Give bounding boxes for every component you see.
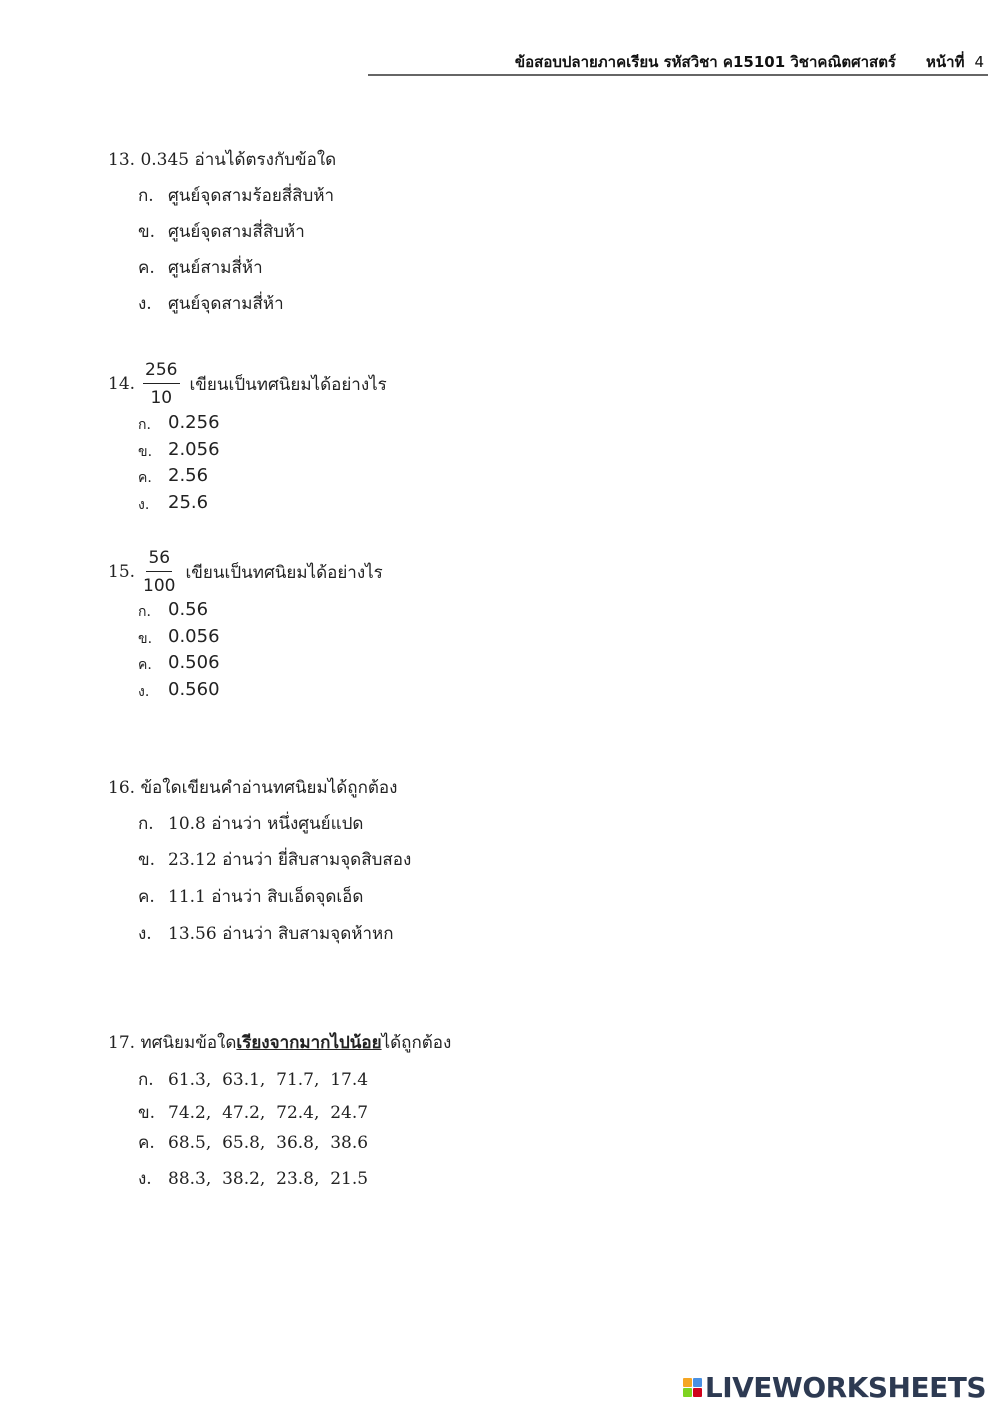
question-14-option-b[interactable]: [138, 441, 220, 459]
option-text: ศูนย์สามสี่ห้า: [168, 258, 263, 278]
question-text: เขียนเป็นทศนิยมได้อย่างไร: [185, 562, 383, 583]
option-label: ก.: [138, 814, 154, 834]
option-text: 0.506: [168, 652, 220, 673]
fraction-denominator: 100: [143, 576, 176, 596]
option-label: ง.: [138, 497, 150, 513]
question-15-option-b[interactable]: [138, 628, 220, 646]
logo-square-4: [693, 1388, 702, 1397]
option-label: ค.: [138, 470, 152, 486]
question-15: [108, 548, 383, 596]
option-label: ง.: [138, 1169, 152, 1189]
option-label: ง.: [138, 924, 152, 944]
question-emphasis: เรียงจากมากไปน้อย: [236, 1033, 382, 1053]
page-label: หน้าที่: [926, 53, 965, 71]
question-15-option-d[interactable]: [138, 681, 220, 699]
option-text: ศูนย์จุดสามสี่สิบห้า: [168, 222, 305, 242]
option-text: 74.2, 47.2, 72.4, 24.7: [168, 1103, 369, 1123]
question-17-option-b[interactable]: [138, 1105, 368, 1122]
question-number: 14.: [108, 374, 136, 394]
exam-title: ข้อสอบปลายภาคเรียน รหัสวิชา ค15101 วิชาคณิตศาสตร์: [514, 53, 896, 71]
option-label: ง.: [138, 684, 150, 700]
question-14-option-a[interactable]: [138, 414, 220, 432]
logo-mark-icon: [683, 1378, 702, 1397]
option-text: 88.3, 38.2, 23.8, 21.5: [168, 1169, 369, 1189]
question-17-option-a[interactable]: [138, 1072, 368, 1089]
fraction: [143, 360, 179, 408]
option-label: ก.: [138, 417, 151, 433]
option-text: 61.3, 63.1, 71.7, 17.4: [168, 1070, 369, 1090]
option-text: ศูนย์จุดสามร้อยสี่สิบห้า: [168, 186, 335, 206]
logo-square-1: [683, 1378, 692, 1387]
option-label: ก.: [138, 1070, 154, 1090]
option-label: ข.: [138, 1103, 156, 1123]
question-13-option-b[interactable]: [138, 224, 305, 241]
question-text-after: ได้ถูกต้อง: [381, 1033, 452, 1053]
option-label: ค.: [138, 1133, 155, 1153]
fraction-numerator: 56: [146, 548, 172, 572]
question-14: [108, 360, 387, 408]
fraction-numerator: 256: [143, 360, 179, 384]
question-13-option-d[interactable]: [138, 296, 284, 313]
question-17-option-c[interactable]: [138, 1135, 368, 1152]
option-text: 0.256: [168, 412, 220, 433]
page-number: 4: [974, 53, 984, 71]
option-text: 0.056: [168, 626, 220, 647]
option-text: 25.6: [168, 492, 209, 513]
option-text: 2.56: [168, 465, 209, 486]
logo-text: LIVEWORKSHEETS: [704, 1371, 986, 1404]
option-label: ข.: [138, 444, 153, 460]
header-divider: [368, 74, 988, 76]
option-text: 23.12 อ่านว่า ยี่สิบสามจุดสิบสอง: [168, 850, 412, 870]
option-label: ข.: [138, 222, 156, 242]
logo-square-3: [683, 1388, 692, 1397]
option-label: ค.: [138, 657, 152, 673]
page-indicator: [926, 50, 984, 74]
option-label: ง.: [138, 294, 152, 314]
question-14-option-d[interactable]: [138, 494, 208, 512]
option-label: ข.: [138, 631, 153, 647]
option-label: ค.: [138, 887, 155, 907]
option-text: 2.056: [168, 439, 220, 460]
page-header: [515, 50, 984, 74]
option-label: ค.: [138, 258, 155, 278]
option-text: 10.8 อ่านว่า หนึ่งศูนย์แปด: [168, 814, 364, 834]
question-text-before: 17. ทศนิยมข้อใด: [108, 1033, 237, 1053]
option-text: 13.56 อ่านว่า สิบสามจุดห้าหก: [168, 924, 394, 944]
fraction: [143, 548, 175, 596]
logo-square-2: [693, 1378, 702, 1387]
question-13-option-c[interactable]: [138, 260, 263, 277]
question-17: [108, 1035, 451, 1052]
question-13: 13. 0.345 อ่านได้ตรงกับข้อใด: [108, 150, 337, 170]
option-text: 11.1 อ่านว่า สิบเอ็ดจุดเอ็ด: [168, 887, 364, 907]
option-text: 68.5, 65.8, 36.8, 38.6: [168, 1133, 369, 1153]
question-16-option-a[interactable]: [138, 816, 363, 833]
question-15-option-a[interactable]: [138, 601, 208, 619]
option-text: 0.56: [168, 599, 209, 620]
question-15-option-c[interactable]: [138, 654, 220, 672]
question-14-option-c[interactable]: [138, 467, 208, 485]
question-text: เขียนเป็นทศนิยมได้อย่างไร: [189, 374, 387, 395]
question-13-option-a[interactable]: [138, 188, 334, 205]
fraction-denominator: 10: [150, 388, 173, 408]
question-16-option-c[interactable]: [138, 889, 363, 906]
liveworksheets-logo[interactable]: [683, 1371, 986, 1404]
option-label: ข.: [138, 850, 156, 870]
option-text: ศูนย์จุดสามสี่ห้า: [168, 294, 284, 314]
question-17-option-d[interactable]: [138, 1171, 368, 1188]
option-label: ก.: [138, 186, 154, 206]
question-16-option-d[interactable]: [138, 926, 394, 943]
option-label: ก.: [138, 604, 151, 620]
option-text: 0.560: [168, 679, 220, 700]
question-16-option-b[interactable]: [138, 852, 411, 869]
question-16: 16. ข้อใดเขียนคำอ่านทศนิยมได้ถูกต้อง: [108, 778, 398, 798]
question-number: 15.: [108, 562, 136, 582]
